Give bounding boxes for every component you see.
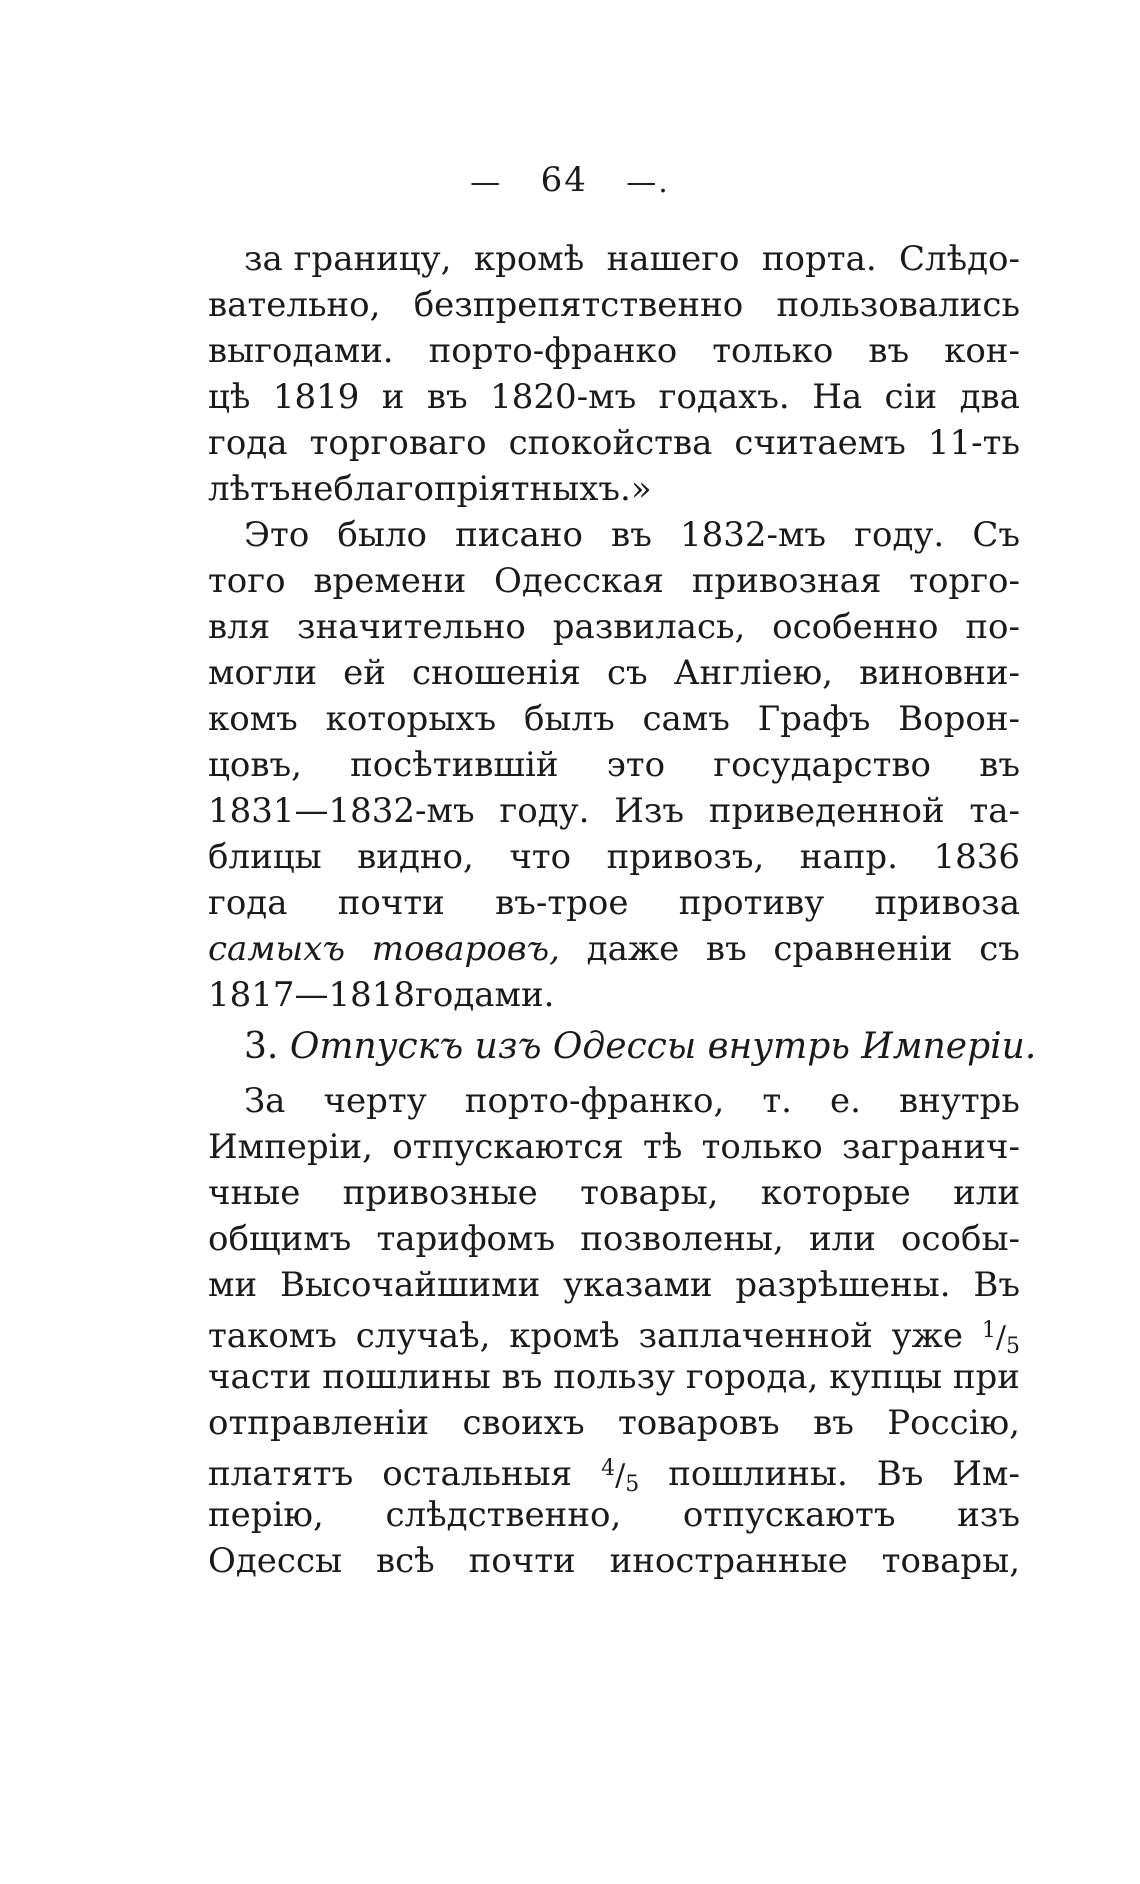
text-line [208,788,1020,834]
text-line [208,466,1020,512]
text-line [208,696,1020,742]
word: пошлины. [668,1454,848,1494]
text-line [208,1538,1020,1584]
text-line [208,880,1020,926]
word: года [208,423,288,463]
word: разрѣшены. [735,1265,951,1305]
text-line [208,972,1020,1018]
word: только [712,331,834,371]
paragraph-3 [208,1078,1020,1584]
word: приведенной [708,791,945,831]
word: при [952,1357,1020,1397]
fraction-denominator: 5 [625,1472,640,1497]
word: блицы [208,837,322,877]
word: части [208,1357,312,1397]
fraction: $^4/_5$ [601,1456,640,1497]
word: посѣтившій [350,745,559,785]
word: 11-ть [927,423,1020,463]
word: году. [499,791,590,831]
word: что [509,837,572,877]
word: это [606,745,666,785]
word: по- [965,607,1020,647]
word: кромѣ [509,1316,620,1356]
word: въ [868,331,910,371]
fraction-numerator: 1 [981,1318,996,1343]
word: комъ [208,699,298,739]
word: привозная [691,561,882,601]
word: противу [678,883,825,923]
word: времени [313,561,467,601]
word: спокойства [508,423,713,463]
word: считаемъ [734,423,906,463]
word: ей [343,653,386,693]
word: Въ [973,1265,1020,1305]
word: позволены, [580,1219,784,1259]
word: за границу, [244,239,452,279]
word: въ [813,1403,854,1443]
word: въ [611,515,652,555]
fraction: $^1/_5$ [981,1318,1020,1359]
word: особенно [772,607,939,647]
word: цѣ [208,377,251,417]
word: Въ [876,1454,924,1494]
word: черту [323,1081,427,1121]
word: т. [762,1081,792,1121]
running-head [0,160,1140,200]
text-line [208,558,1020,604]
word: порта. [761,239,877,279]
word: 1832-мъ [679,515,827,555]
word: сношенія [411,653,581,693]
word: годахъ. [658,377,790,417]
text-line [208,742,1020,788]
word: и [381,377,405,417]
word: своихъ [462,1403,585,1443]
word: было [337,515,428,555]
word: Графъ [757,699,871,739]
word: Съ [972,515,1020,555]
word: 1817—1818 [208,975,416,1015]
word: платятъ [208,1454,354,1494]
word: слѣдственно, [385,1495,622,1535]
word: товары, [580,1173,719,1213]
word: вательно, [208,285,381,325]
word: иностранные [609,1541,848,1581]
text-line [208,420,1020,466]
word: Ворон- [898,699,1020,739]
body-text [208,236,1037,1584]
word: случаѣ, [355,1316,491,1356]
word: лѣтъ [208,469,291,509]
word: чные [208,1173,301,1213]
word: съ [606,653,648,693]
word: два [959,377,1020,417]
word: перію, [208,1495,324,1535]
word: заплаченной [638,1316,873,1356]
word: Одесская [494,561,664,601]
word: пошлины [322,1357,491,1397]
word: загранич- [842,1127,1020,1167]
word: привоза [874,883,1020,923]
word: торго- [909,561,1020,601]
word: 1820-мъ [490,377,637,417]
text-line [208,236,1020,282]
word: которые [760,1173,911,1213]
word: Имперіи, [208,1127,373,1167]
word: былъ [523,699,615,739]
word: порто-франко [428,331,678,371]
text-line [208,1170,1020,1216]
word: въ [501,1357,543,1397]
word: Им- [952,1454,1020,1494]
right-dash: —. [626,164,670,200]
word: или [808,1219,876,1259]
word: города, [685,1357,819,1397]
text-line [208,1492,1020,1538]
word: вля [208,607,271,647]
word: отпускаютъ [682,1495,896,1535]
left-dash: — [470,164,503,200]
word: товаровъ, [371,929,560,969]
word: 1831—1832-мъ [208,791,475,831]
word: или [953,1173,1020,1213]
word: кромѣ [473,239,585,279]
word: привозъ, [606,837,765,877]
text-line [208,834,1020,880]
word: сравненіи [773,929,953,969]
fraction-numerator: 4 [601,1456,616,1481]
word: въ [705,929,747,969]
word: могли [208,653,317,693]
word: безпрепятственно [413,285,744,325]
word: За [244,1081,286,1121]
text-line [208,926,1020,972]
text-line [208,512,1020,558]
text-line [208,374,1020,420]
word: съ [979,929,1020,969]
word: отправленіи [208,1403,430,1443]
word: общимъ [208,1219,352,1259]
word: На [812,377,863,417]
page-number: 64 [540,160,588,200]
section-heading [208,1020,1037,1074]
word: видно, [357,837,474,877]
word: того [208,561,286,601]
word: Высочайшими [279,1265,541,1305]
text-line [208,328,1020,374]
section-number: 3. [244,1026,279,1067]
text-line [208,1262,1020,1308]
word: тѣ [643,1127,683,1167]
word: самыхъ [208,929,346,969]
word: почти [468,1541,576,1581]
word: особы- [901,1219,1020,1259]
word: писано [455,515,583,555]
word: только [701,1127,823,1167]
word: Изъ [614,791,685,831]
word: остальныя [382,1454,573,1494]
word: Слѣдо- [898,239,1020,279]
text-line [208,1308,1020,1359]
fraction-denominator: 5 [1005,1334,1020,1359]
word: годами. [415,975,555,1015]
text-line [208,1124,1020,1170]
paragraph-1 [208,236,1020,512]
text-line [208,1354,1020,1400]
word: Это [244,515,310,555]
word: года [208,883,288,923]
word: товаровъ [617,1403,780,1443]
word: уже [891,1316,964,1356]
word: товары, [881,1541,1020,1581]
paragraph-2 [208,512,1020,1018]
word: пользу [553,1357,676,1397]
word: внутрь [899,1081,1020,1121]
word: развилась, [552,607,746,647]
word: отпускаются [392,1127,624,1167]
word: такомъ [208,1316,337,1356]
word: указами [563,1265,713,1305]
text-line [208,650,1020,696]
section-title: Отпускъ изъ Одессы внутрь Имперіи. [289,1026,1037,1067]
text-line [208,1446,1020,1497]
word: самъ [642,699,730,739]
word: пользовались [776,285,1020,325]
word: всѣ [375,1541,435,1581]
word: которыхъ [325,699,497,739]
word: напр. [799,837,898,877]
text-line [208,1078,1020,1124]
word: кон- [944,331,1020,371]
word: 1836 [933,837,1020,877]
word: Россію, [887,1403,1020,1443]
word: даже [586,929,680,969]
word: е. [830,1081,861,1121]
word: та- [969,791,1020,831]
word: купцы [829,1357,943,1397]
word: выгодами. [208,331,394,371]
word: ми [208,1265,258,1305]
word: неблагопріятныхъ.» [290,469,652,509]
word: порто-франко, [464,1081,725,1121]
text-line [208,282,1020,328]
word: сіи [884,377,938,417]
word: значительно [297,607,526,647]
word: цовъ, [208,745,302,785]
word: государство [713,745,932,785]
word: 1819 [272,377,360,417]
text-line [208,1400,1020,1446]
word: торговаго [309,423,487,463]
word: привозные [342,1173,538,1213]
word: въ [426,377,468,417]
word: тарифомъ [376,1219,556,1259]
word: Одессы [208,1541,343,1581]
word: Англіею, [673,653,833,693]
word: нашего [606,239,740,279]
text-line [208,604,1020,650]
word: въ [979,745,1020,785]
word: въ-трое [495,883,629,923]
word: году. [854,515,945,555]
text-line [208,1216,1020,1262]
word: виновни- [859,653,1020,693]
word: почти [337,883,445,923]
word: изъ [957,1495,1020,1535]
